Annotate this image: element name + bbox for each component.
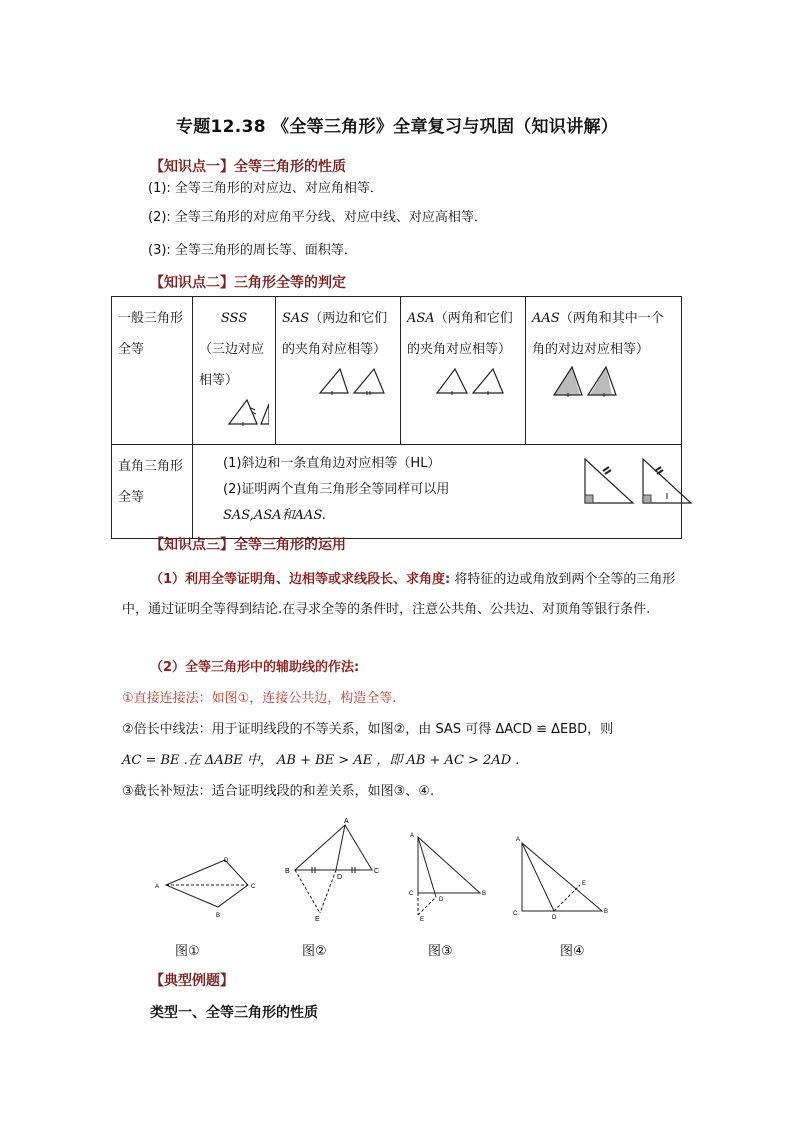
kp3-heading: 【知识点三】全等三角形的运用 xyxy=(150,537,346,553)
criterion-abbr: ASA xyxy=(407,311,435,326)
fig4-label: A xyxy=(516,837,521,843)
kp1-item-3: (3): 全等三角形的周长等、面积等． xyxy=(148,243,357,258)
criteria-table xyxy=(111,296,682,539)
fig3-label: C xyxy=(409,891,414,897)
fig4-label: D xyxy=(552,915,557,921)
caption-fig-2: 图② xyxy=(302,944,327,959)
method-3: ③截长补短法：适合证明线段的和差关系，如图③、④. xyxy=(122,784,435,799)
criterion-desc: （三边对应相等） xyxy=(199,342,265,388)
hl-triangles-figure xyxy=(583,457,703,507)
kp1-heading: 【知识点一】全等三角形的性质 xyxy=(150,159,346,175)
asa-triangles-figure xyxy=(407,365,517,395)
criterion-sas xyxy=(276,297,401,445)
caption-fig-3: 图③ xyxy=(428,944,453,959)
aux-line-heading: （2）全等三角形中的辅助线的作法: xyxy=(150,660,360,675)
criterion-desc: （两角和其中一个角的对边对应相等） xyxy=(532,311,664,357)
right-line-2: (2)证明两个直角三角形全等同样可以用 xyxy=(223,482,450,497)
fig4-label: E xyxy=(582,881,587,887)
hl-line: (1)斜边和一条直角边对应相等（HL） xyxy=(223,456,441,471)
right-label: 直角三角形全等 xyxy=(112,445,193,539)
fig2-label: C xyxy=(374,868,380,875)
fig3-label: A xyxy=(410,833,415,839)
examples-heading: 【典型例题】 xyxy=(150,973,234,989)
kp2-heading: 【知识点二】三角形全等的判定 xyxy=(150,275,346,291)
figure-4 xyxy=(513,837,608,921)
method-2b: AC = BE .在 ΔABE 中， AB + BE > AE ，即 AB + AC > 2AD . xyxy=(122,753,520,768)
criterion-desc: （两边和它们的夹角对应相等） xyxy=(282,311,388,357)
criterion-asa xyxy=(401,297,526,445)
fig2-label: D xyxy=(337,874,343,881)
fig4-label: B xyxy=(604,909,609,915)
criterion-abbr: SAS xyxy=(282,311,310,326)
fig2-label: B xyxy=(285,868,290,875)
figure-1 xyxy=(155,858,256,919)
fig2-label: A xyxy=(344,818,349,825)
aas-triangles-figure xyxy=(532,365,652,397)
page-title: 专题12.38 《全等三角形》全章复习与巩固（知识讲解） xyxy=(175,117,619,137)
kp1-item-1: (1): 全等三角形的对应边、对应角相等． xyxy=(148,181,383,196)
criterion-aas xyxy=(526,297,682,445)
fig1-label: B xyxy=(216,913,221,919)
fig3-label: E xyxy=(420,917,425,923)
fig1-label: C xyxy=(251,884,256,890)
fig3-label: D xyxy=(439,897,444,903)
method-2a: ②倍长中线法：用于证明线段的不等关系，如图②，由 SAS 可得 ΔACD ≌ ΔEBD，则 xyxy=(122,722,614,737)
criterion-abbr: SSS xyxy=(220,311,248,326)
caption-fig-1: 图① xyxy=(175,944,200,959)
right-triangle-cell xyxy=(193,445,682,539)
kp1-item-2: (2): 全等三角形的对应角平分线、对应中线、对应高相等． xyxy=(148,210,487,225)
kp3-paragraph-1 xyxy=(122,565,682,625)
sss-triangles-figure xyxy=(199,396,269,426)
figure-2 xyxy=(285,818,379,923)
type1-heading: 类型一、全等三角形的性质 xyxy=(150,1005,318,1021)
method-1: ①直接连接法：如图①，连接公共边，构造全等. xyxy=(122,691,397,706)
fig2-label: E xyxy=(315,916,320,923)
caption-fig-4: 图④ xyxy=(560,944,585,959)
general-label: 一般三角形全等 xyxy=(112,297,193,445)
figures-row xyxy=(140,815,640,925)
sas-triangles-figure xyxy=(282,365,392,395)
fig4-label: C xyxy=(513,911,518,917)
criterion-sss xyxy=(193,297,276,445)
kp3-p1-body: 将特征的边或角放到两个全等的三角形中，通过证明全等得到结论.在寻求全等的条件时，注意公共角、公共边、对顶角等银行条件. xyxy=(122,572,676,617)
kp3-p1-lead: （1）利用全等证明角、边相等或求线段长、求角度: xyxy=(150,572,451,587)
fig1-label: D xyxy=(224,858,229,864)
fig1-label: A xyxy=(155,884,160,890)
figure-3 xyxy=(409,833,486,923)
fig3-label: B xyxy=(482,891,487,897)
criterion-abbr: AAS xyxy=(532,311,560,326)
right-line-3: SAS,ASA和AAS. xyxy=(223,508,326,523)
criterion-desc: （两角和它们的夹角对应相等） xyxy=(407,311,513,357)
